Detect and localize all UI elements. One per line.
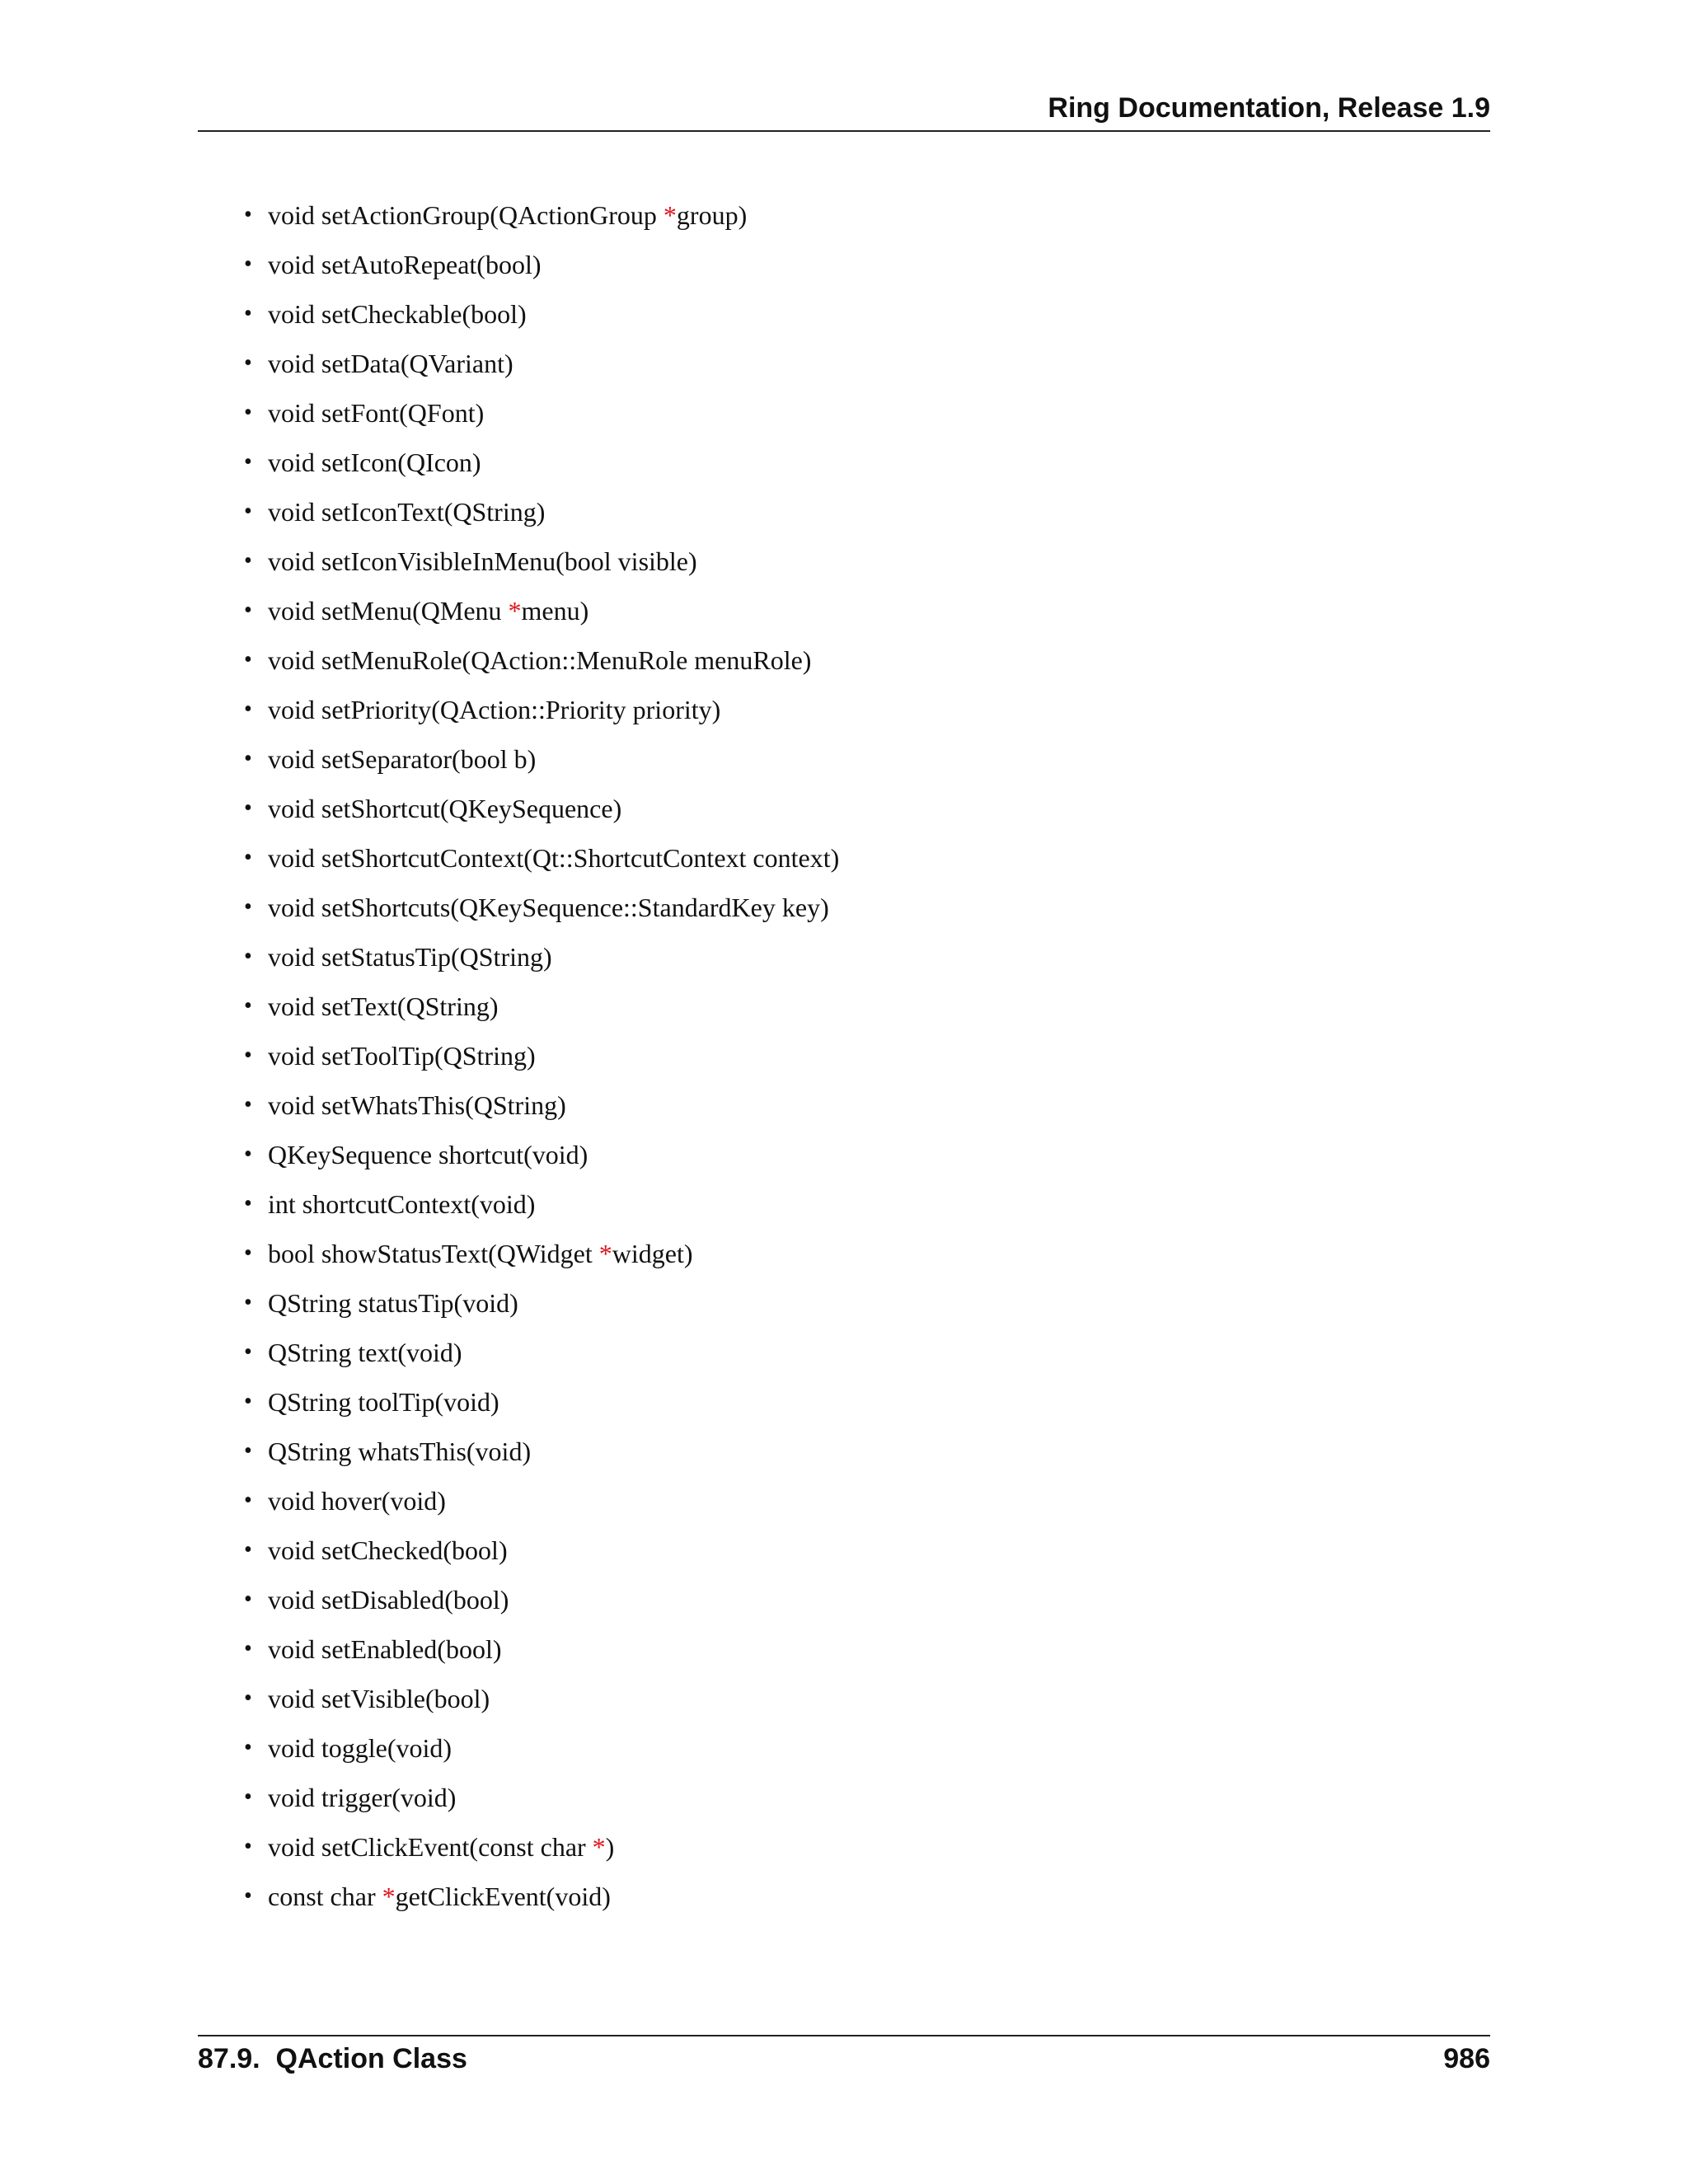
- bullet-icon: •: [244, 301, 252, 326]
- method-list-item: [0, 982, 839, 1031]
- bullet-icon: •: [244, 499, 252, 524]
- method-signature-text: void setIcon(QIcon): [268, 448, 481, 477]
- bullet-icon: •: [244, 795, 252, 821]
- method-signature-text: void setMenu(QMenu: [268, 596, 509, 626]
- bullet-icon: •: [244, 1240, 252, 1266]
- bullet-icon: •: [244, 1290, 252, 1315]
- bullet-icon: •: [244, 1141, 252, 1167]
- method-list-item: [0, 339, 839, 388]
- method-signature-text: void setEnabled(bool): [268, 1634, 502, 1664]
- footer-page-number: 986: [1443, 2043, 1490, 2074]
- method-signature-text: void setClickEvent(const char: [268, 1832, 593, 1862]
- bullet-icon: •: [244, 1191, 252, 1216]
- method-list-item: [0, 685, 839, 734]
- method-signature-text-rest: menu): [521, 596, 589, 626]
- bullet-icon: •: [244, 993, 252, 1019]
- method-list-item: [0, 240, 839, 289]
- method-list-item: [0, 1179, 839, 1229]
- method-list-item: [0, 190, 839, 240]
- bullet-icon: •: [244, 350, 252, 376]
- method-signature-text: void setToolTip(QString): [268, 1041, 536, 1071]
- pointer-asterisk: *: [663, 200, 677, 230]
- bullet-icon: •: [244, 1883, 252, 1909]
- bullet-icon: •: [244, 400, 252, 425]
- page-footer: [198, 2035, 1490, 2086]
- method-signature-text: void setActionGroup(QActionGroup: [268, 200, 663, 230]
- method-signature-text: void setChecked(bool): [268, 1535, 508, 1565]
- bullet-icon: •: [244, 1537, 252, 1563]
- method-signature-text: void toggle(void): [268, 1733, 452, 1763]
- pointer-asterisk: *: [382, 1882, 396, 1911]
- method-signature-text: bool showStatusText(QWidget: [268, 1239, 599, 1268]
- method-signature-text: int shortcutContext(void): [268, 1189, 536, 1219]
- method-list-item: [0, 586, 839, 635]
- method-signature-text-rest: ): [605, 1832, 615, 1862]
- method-list-item: [0, 1476, 839, 1526]
- method-list-item: [0, 1229, 839, 1278]
- bullet-icon: •: [244, 1784, 252, 1810]
- method-list-item: [0, 1427, 839, 1476]
- method-list-item: [0, 1872, 839, 1921]
- method-list-item: [0, 438, 839, 487]
- bullet-icon: •: [244, 1389, 252, 1414]
- method-list-item: [0, 1674, 839, 1723]
- method-list-item: [0, 1278, 839, 1328]
- bullet-icon: •: [244, 746, 252, 771]
- method-list-item: [0, 1773, 839, 1822]
- method-list-item: [0, 784, 839, 833]
- method-list-item: [0, 635, 839, 685]
- bullet-icon: •: [244, 944, 252, 969]
- method-list-item: [0, 1822, 839, 1872]
- method-signature-text: void setDisabled(bool): [268, 1585, 509, 1615]
- method-signature-text: void trigger(void): [268, 1783, 457, 1812]
- method-list-item: [0, 388, 839, 438]
- bullet-icon: •: [244, 1735, 252, 1760]
- method-signature-text: void setData(QVariant): [268, 349, 513, 378]
- bullet-icon: •: [244, 1043, 252, 1068]
- method-signature-text: QKeySequence shortcut(void): [268, 1140, 588, 1169]
- method-list-item: [0, 1031, 839, 1080]
- method-signature-text-rest: group): [676, 200, 748, 230]
- method-list-item: [0, 932, 839, 982]
- bullet-icon: •: [244, 894, 252, 920]
- bullet-icon: •: [244, 449, 252, 475]
- method-list-item: [0, 1575, 839, 1624]
- bullet-icon: •: [244, 845, 252, 870]
- bullet-icon: •: [244, 1586, 252, 1612]
- method-signature-text: void setSeparator(bool b): [268, 744, 537, 774]
- method-signature-text: void setWhatsThis(QString): [268, 1090, 566, 1120]
- method-list-item: [0, 1526, 839, 1575]
- method-list: [0, 190, 839, 1921]
- method-signature-text: void setShortcutContext(Qt::ShortcutContext context): [268, 843, 840, 873]
- pointer-asterisk: *: [508, 596, 522, 626]
- page-header: [198, 91, 1490, 132]
- bullet-icon: •: [244, 696, 252, 722]
- method-signature-text: void setAutoRepeat(bool): [268, 250, 542, 279]
- method-signature-text: void setStatusTip(QString): [268, 942, 552, 972]
- method-signature-text: void setIconVisibleInMenu(bool visible): [268, 546, 697, 576]
- method-signature-text: QString whatsThis(void): [268, 1436, 532, 1466]
- bullet-icon: •: [244, 647, 252, 673]
- method-signature-text: void setMenuRole(QAction::MenuRole menuRole): [268, 645, 812, 675]
- bullet-icon: •: [244, 251, 252, 277]
- method-signature-text-rest: widget): [612, 1239, 693, 1268]
- method-list-item: [0, 833, 839, 883]
- method-signature-text-rest: getClickEvent(void): [395, 1882, 611, 1911]
- method-signature-text: QString toolTip(void): [268, 1387, 499, 1417]
- method-signature-text: void setIconText(QString): [268, 497, 546, 527]
- method-signature-text: void setText(QString): [268, 991, 499, 1021]
- bullet-icon: •: [244, 548, 252, 574]
- method-signature-text: void setFont(QFont): [268, 398, 485, 428]
- bullet-icon: •: [244, 202, 252, 227]
- method-signature-text: QString text(void): [268, 1338, 462, 1367]
- method-signature-text: void setShortcuts(QKeySequence::StandardKey key): [268, 893, 829, 922]
- header-title: Ring Documentation, Release 1.9: [1048, 92, 1490, 124]
- method-signature-text: QString statusTip(void): [268, 1288, 518, 1318]
- method-list-item: [0, 537, 839, 586]
- method-list-item: [0, 883, 839, 932]
- method-list-item: [0, 1624, 839, 1674]
- method-signature-text: void setVisible(bool): [268, 1684, 490, 1713]
- bullet-icon: •: [244, 1834, 252, 1859]
- bullet-icon: •: [244, 1438, 252, 1464]
- method-signature-text: const char: [268, 1882, 382, 1911]
- method-list-item: [0, 1080, 839, 1130]
- method-list-item: [0, 1130, 839, 1179]
- method-list-item: [0, 1723, 839, 1773]
- bullet-icon: •: [244, 1636, 252, 1661]
- bullet-icon: •: [244, 1339, 252, 1365]
- method-signature-text: void setCheckable(bool): [268, 299, 527, 329]
- method-list-item: [0, 1328, 839, 1377]
- method-signature-text: void setShortcut(QKeySequence): [268, 794, 622, 823]
- bullet-icon: •: [244, 1685, 252, 1711]
- pointer-asterisk: *: [592, 1832, 606, 1862]
- method-list-item: [0, 289, 839, 339]
- bullet-icon: •: [244, 598, 252, 623]
- footer-section-title: 87.9. QAction Class: [198, 2043, 467, 2074]
- method-list-item: [0, 734, 839, 784]
- bullet-icon: •: [244, 1488, 252, 1513]
- bullet-icon: •: [244, 1092, 252, 1118]
- method-signature-text: void hover(void): [268, 1486, 446, 1516]
- method-signature-text: void setPriority(QAction::Priority priority): [268, 695, 721, 724]
- method-list-item: [0, 1377, 839, 1427]
- pointer-asterisk: *: [598, 1239, 612, 1268]
- method-list-item: [0, 487, 839, 537]
